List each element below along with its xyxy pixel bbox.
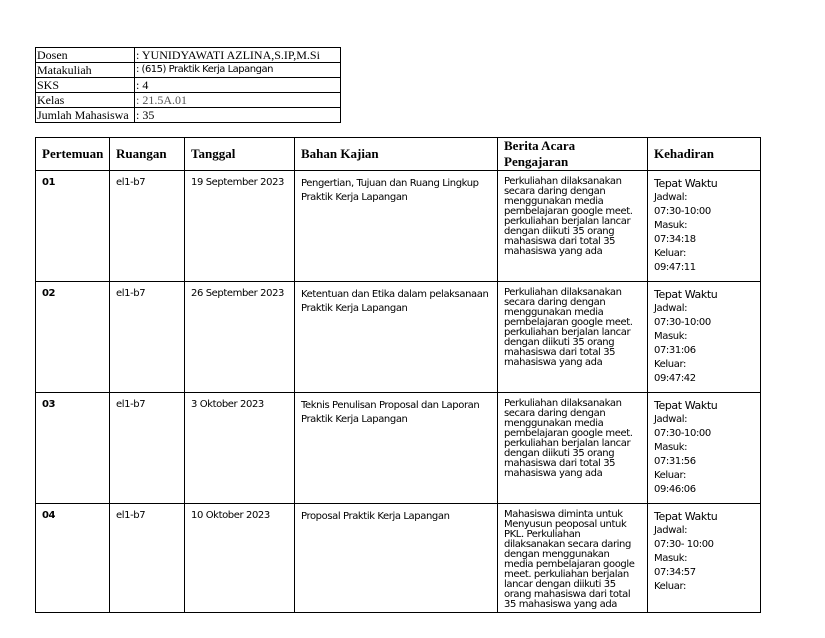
- jadwal-value: 07:30-10:00: [654, 317, 711, 328]
- info-row-sks: [36, 78, 341, 93]
- keluar-value: 09:46:06: [654, 484, 696, 495]
- header-tanggal: Tanggal: [185, 138, 295, 171]
- masuk-value: 07:34:57: [654, 567, 696, 578]
- masuk-value: 07:31:06: [654, 345, 696, 356]
- attendance-status: Tepat Waktu: [654, 288, 718, 301]
- cell-pertemuan: 04: [36, 504, 110, 613]
- jadwal-value: 07:30-10:00: [654, 206, 711, 217]
- cell-tanggal: 26 September 2023: [185, 282, 295, 393]
- cell-berita-acara: Perkuliahan dilaksanakan secara daring dengan menggunakan media pembelajaran google meet. perkuliahan berjalan lancar dengan diikuti 35 orang mahasiswa dari total 35 mahasiswa yang ada: [498, 282, 648, 393]
- keluar-label: Keluar:: [654, 248, 686, 259]
- cell-kehadiran: [648, 282, 761, 393]
- keluar-label: Keluar:: [654, 581, 686, 592]
- cell-pertemuan: 01: [42, 177, 56, 188]
- masuk-value: 07:31:56: [654, 456, 696, 467]
- cell-ruangan: el1-b7: [110, 171, 185, 282]
- jadwal-value: 07:30-10:00: [654, 428, 711, 439]
- cell-kehadiran: [648, 171, 761, 282]
- info-label: Dosen: [36, 48, 135, 63]
- masuk-label: Masuk:: [654, 553, 688, 564]
- info-value: : 4: [135, 78, 341, 93]
- cell-bahan-kajian: Teknis Penulisan Proposal dan Laporan Praktik Kerja Lapangan: [295, 393, 498, 504]
- cell-tanggal: 19 September 2023: [185, 171, 295, 282]
- header-bahan-kajian: Bahan Kajian: [295, 138, 498, 171]
- info-value: : YUNIDYAWATI AZLINA,S.IP,M.Si: [135, 48, 341, 63]
- cell-pertemuan: 02: [36, 282, 110, 393]
- cell-ruangan: el1-b7: [110, 393, 185, 504]
- attendance-status: Tepat Waktu: [654, 177, 718, 190]
- cell-berita-acara: Mahasiswa diminta untuk Menyusun peoposal untuk PKL. Perkuliahan dilaksanakan secara daring dengan menggunakan media pembelajaran google meet. perkuliahan berjalan lancar dengan diikuti 35 orang mahasiswa dari total 35 mahasiswa yang ada: [498, 504, 648, 613]
- jadwal-label: Jadwal:: [654, 414, 688, 425]
- teaching-record-table: [35, 137, 761, 613]
- jadwal-label: Jadwal:: [654, 192, 688, 203]
- table-row: [36, 504, 761, 613]
- info-row-jumlah-mahasiswa: [36, 108, 341, 123]
- info-label: Kelas: [36, 93, 135, 108]
- attendance-status: Tepat Waktu: [654, 399, 718, 412]
- header-kehadiran: Kehadiran: [648, 138, 761, 171]
- course-info-table: [35, 47, 341, 123]
- cell-ruangan: el1-b7: [110, 282, 185, 393]
- info-row-kelas: [36, 93, 341, 108]
- keluar-label: Keluar:: [654, 359, 686, 370]
- cell-kehadiran: [648, 504, 761, 613]
- info-value: : 35: [135, 108, 341, 123]
- header-pertemuan: Pertemuan: [36, 138, 110, 171]
- cell-bahan-kajian: Proposal Praktik Kerja Lapangan: [295, 504, 498, 613]
- cell-ruangan: el1-b7: [110, 504, 185, 613]
- cell-berita-acara: Perkuliahan dilaksanakan secara daring dengan menggunakan media pembelajaran google meet. perkuliahan berjalan lancar dengan diikuti 35 orang mahasiswa dari total 35 mahasiswa yang ada: [498, 393, 648, 504]
- keluar-value: 09:47:42: [654, 373, 696, 384]
- cell-tanggal: 10 Oktober 2023: [185, 504, 295, 613]
- cell-tanggal: 3 Oktober 2023: [185, 393, 295, 504]
- table-row: [36, 171, 761, 282]
- table-row: [36, 282, 761, 393]
- keluar-label: Keluar:: [654, 470, 686, 481]
- cell-berita-acara: Perkuliahan dilaksanakan secara daring dengan menggunakan media pembelajaran google meet. perkuliahan berjalan lancar dengan diikuti 35 orang mahasiswa dari total 35 mahasiswa yang ada: [498, 171, 648, 282]
- info-label: SKS: [36, 78, 135, 93]
- header-ruangan: Ruangan: [110, 138, 185, 171]
- keluar-value: 09:47:11: [654, 262, 696, 273]
- masuk-label: Masuk:: [654, 331, 688, 342]
- info-label: Matakuliah: [36, 63, 135, 78]
- cell-kehadiran: [648, 393, 761, 504]
- jadwal-label: Jadwal:: [654, 525, 688, 536]
- cell-bahan-kajian: Ketentuan dan Etika dalam pelaksanaan Praktik Kerja Lapangan: [295, 282, 498, 393]
- header-berita-acara: Berita Acara Pengajaran: [498, 138, 648, 171]
- jadwal-label: Jadwal:: [654, 303, 688, 314]
- masuk-label: Masuk:: [654, 220, 688, 231]
- info-row-dosen: [36, 48, 341, 63]
- table-row: [36, 393, 761, 504]
- info-row-matakuliah: [36, 63, 341, 78]
- masuk-value: 07:34:18: [654, 234, 696, 245]
- table-header-row: [36, 138, 761, 171]
- info-value: : 21.5A.01: [135, 93, 341, 108]
- jadwal-value: 07:30- 10:00: [654, 539, 714, 550]
- masuk-label: Masuk:: [654, 442, 688, 453]
- attendance-status: Tepat Waktu: [654, 510, 718, 523]
- info-label: Jumlah Mahasiswa: [36, 108, 135, 123]
- info-value: : (615) Praktik Kerja Lapangan: [135, 63, 341, 78]
- cell-pertemuan: 03: [36, 393, 110, 504]
- cell-bahan-kajian: Pengertian, Tujuan dan Ruang Lingkup Praktik Kerja Lapangan: [295, 171, 498, 282]
